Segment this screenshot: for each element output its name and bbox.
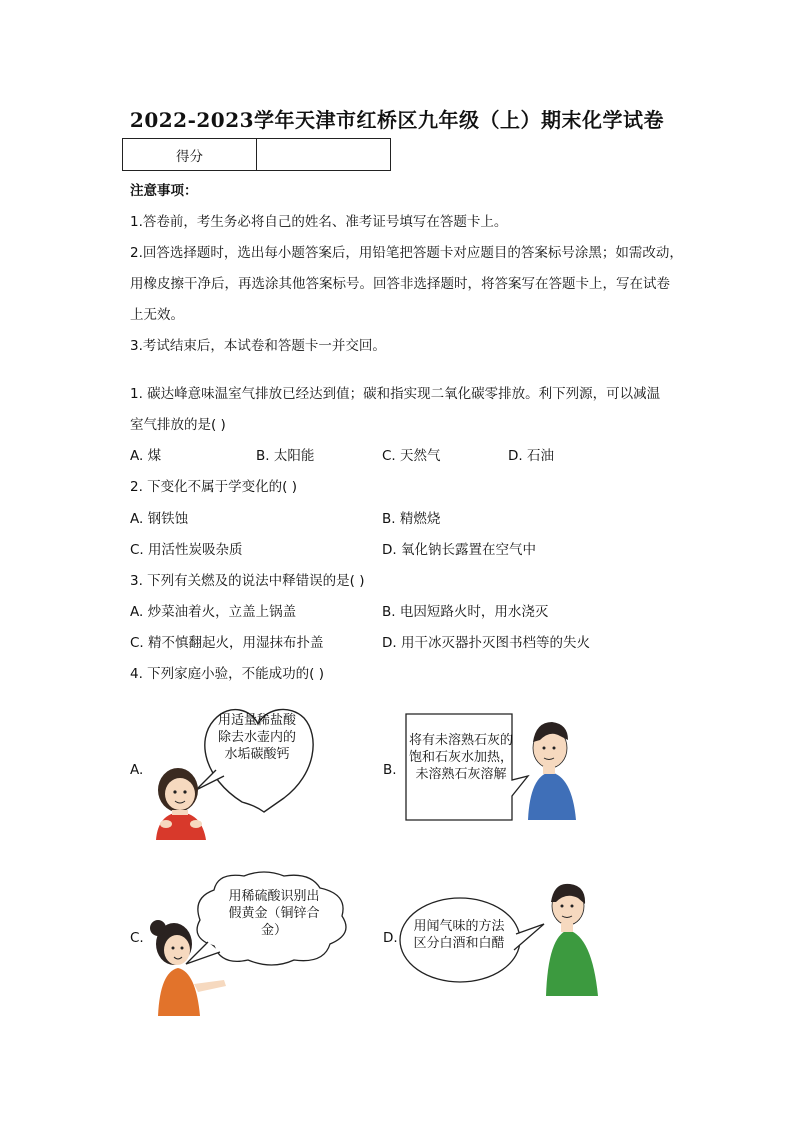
notice-line: 1.答卷前，考生务必将自己的姓名、准考证号填写在答题卡上。 [130, 214, 508, 230]
q3-option-d[interactable]: D. 用干冰灭器扑灭图书档等的失火 [382, 635, 590, 651]
q3-option-c[interactable]: C. 精不慎翻起火，用湿抹布扑盖 [130, 635, 324, 651]
notice-line: 2.回答选择题时，选出每小题答案后，用铅笔把答题卡对应题目的答案标号涂黑；如需改动， [130, 245, 683, 261]
notice-line: 3.考试结束后，本试卷和答题卡一并交回。 [130, 338, 386, 354]
q4-option-a-letter[interactable]: A. [130, 762, 144, 778]
question-3-stem: 3. 下列有关燃及的说法中释错误的是( ) [130, 573, 365, 589]
score-label: 得分 [123, 139, 257, 171]
notice-line: 用橡皮擦干净后，再选涂其他答案标号。回答非选择题时，将答案写在答题卡上，写在试卷 [130, 276, 670, 292]
q4-option-a-bubble-text: 用适量稀盐酸除去水壶内的水垢碳酸钙 [217, 713, 296, 762]
q3-option-a[interactable]: A. 炒菜油着火，立盖上锅盖 [130, 604, 297, 620]
q4-option-d-bubble-text: 用闻气味的方法区分白酒和白醋 [413, 919, 505, 951]
q2-option-a[interactable]: A. 钢铁蚀 [130, 511, 189, 527]
question-1-stem: 1. 碳达峰意味温室气排放已经达到值；碳和指实现二氧化碳零排放。利下列源，可以减温 [130, 386, 661, 402]
question-2-stem: 2. 下变化不属于学变化的( ) [130, 479, 297, 495]
q4-option-d-letter[interactable]: D. [383, 930, 398, 946]
q2-option-c[interactable]: C. 用活性炭吸杂质 [130, 542, 243, 558]
q1-option-b[interactable]: B. 太阳能 [256, 448, 315, 464]
q4-option-b-letter[interactable]: B. [383, 762, 397, 778]
q4-option-c-letter[interactable]: C. [130, 930, 144, 946]
score-table [122, 138, 391, 171]
page-title: 2022-2023学年天津市红桥区九年级（上）期末化学试卷 [129, 108, 665, 132]
q4-option-c-bubble-text: 用稀硫酸识别出假黄金（铜锌合金） [228, 889, 320, 938]
question-4-stem: 4. 下列家庭小验，不能成功的( ) [130, 666, 324, 682]
q1-option-c[interactable]: C. 天然气 [382, 448, 441, 464]
notice-heading: 注意事项： [130, 183, 198, 199]
notice-line: 上无效。 [130, 307, 184, 323]
score-field[interactable] [257, 139, 391, 171]
q1-option-d[interactable]: D. 石油 [508, 448, 554, 464]
q3-option-b[interactable]: B. 电因短路火时，用水浇灭 [382, 604, 549, 620]
q2-option-b[interactable]: B. 精燃烧 [382, 511, 441, 527]
question-1-stem: 室气排放的是( ) [130, 417, 226, 433]
q1-option-a[interactable]: A. 煤 [130, 448, 162, 464]
q4-option-b-bubble-text: 将有未溶熟石灰的饱和石灰水加热，未溶熟石灰溶解 [408, 733, 513, 782]
q2-option-d[interactable]: D. 氧化钠长露置在空气中 [382, 542, 536, 558]
